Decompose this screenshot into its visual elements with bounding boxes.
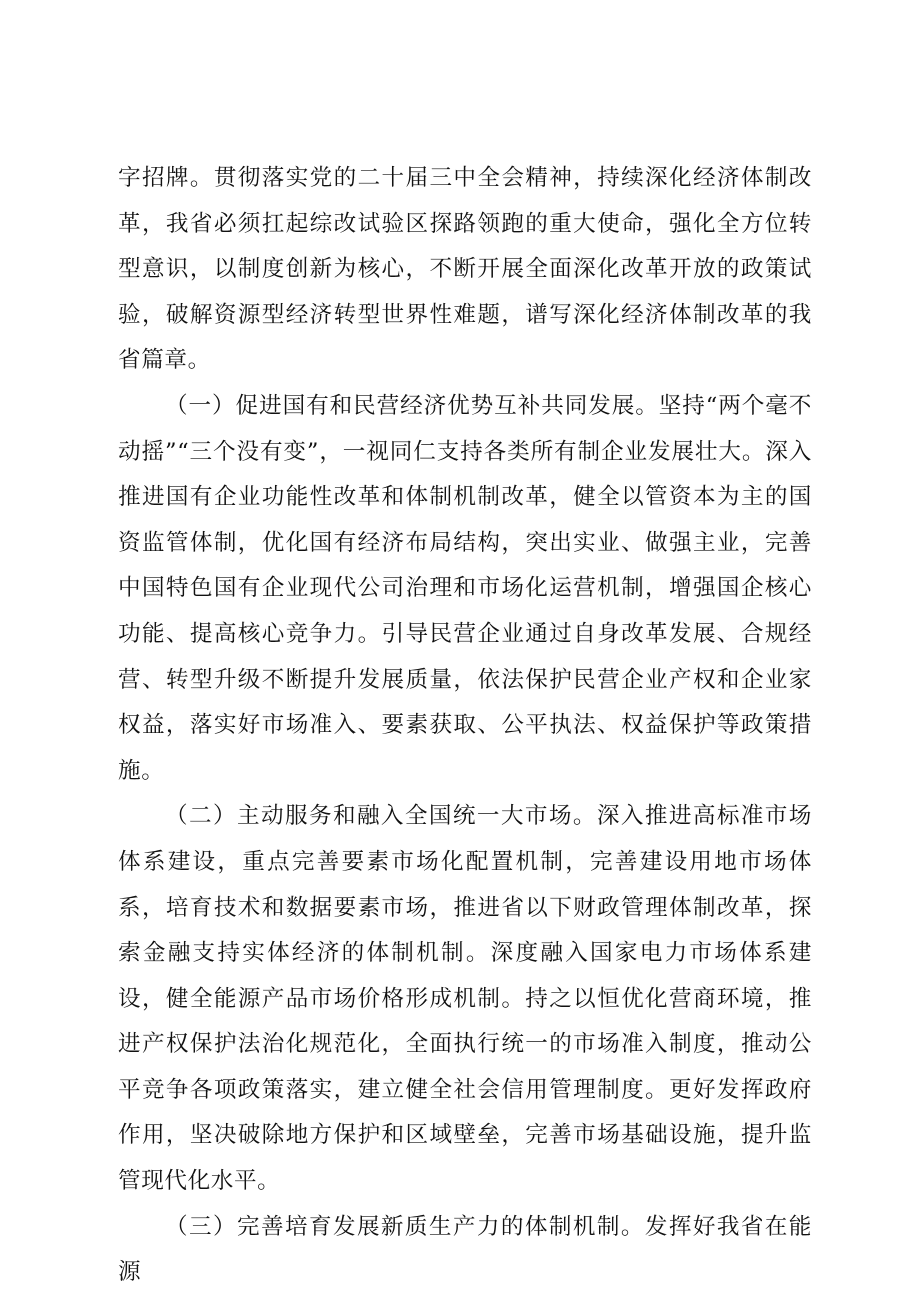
paragraph-section-3: （三）完善培育发展新质生产力的体制机制。发挥好我省在能源 (118, 1213, 812, 1286)
paragraph-continuation: 字招牌。贯彻落实党的二十届三中全会精神，持续深化经济体制改革，我省必须扛起综改试验区探路领跑的重大使命，强化全方位转型意识，以制度创新为核心，不断开展全面深化改革开放的政策试验，破解资源型经济转型世界性难题，谱写深化经济体制改革的我省篇章。 (118, 165, 812, 374)
document-body (118, 156, 812, 1296)
paragraph-section-2: （二）主动服务和融入全国统一大市场。深入推进高标准市场体系建设，重点完善要素市场化配置机制，完善建设用地市场体系，培育技术和数据要素市场，推进省以下财政管理体制改革，探索金融支持实体经济的体制机制。深度融入国家电力市场体系建设，健全能源产品市场价格形成机制。持之以恒优化营商环境，推进产权保护法治化规范化，全面执行统一的市场准入制度，推动公平竞争各项政策落实，建立健全社会信用管理制度。更好发挥政府作用，坚决破除地方保护和区域壁垒，完善市场基础设施，提升监管现代化水平。 (118, 803, 812, 1195)
paragraph-section-1: （一）促进国有和民营经济优势互补共同发展。坚持“两个毫不动摇”“三个没有变”，一视同仁支持各类所有制企业发展壮大。深入推进国有企业功能性改革和体制机制改革，健全以管资本为主的国资监管体制，优化国有经济布局结构，突出实业、做强主业，完善中国特色国有企业现代公司治理和市场化运营机制，增强国企核心功能、提高核心竞争力。引导民营企业通过自身改革发展、合规经营、转型升级不断提升发展质量，依法保护民营企业产权和企业家权益，落实好市场准入、要素获取、公平执法、权益保护等政策措施。 (118, 392, 812, 784)
